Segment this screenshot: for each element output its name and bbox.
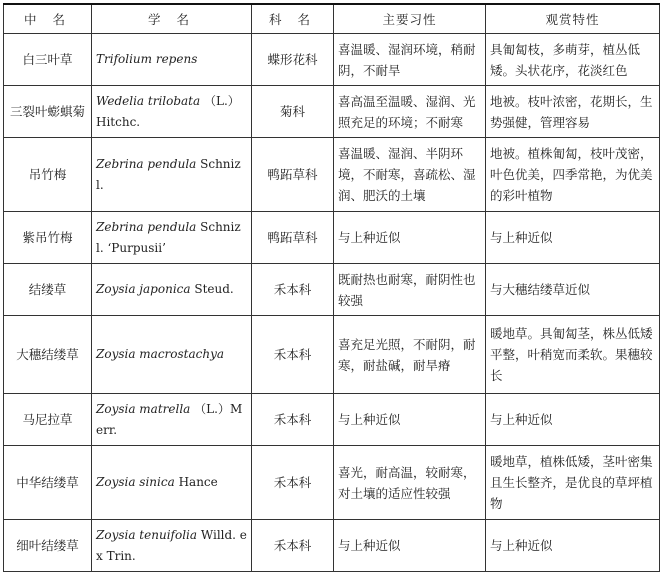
sci-name: Zoysia matrella (96, 401, 191, 416)
table-row (4, 138, 660, 212)
family-cell: 鸭跖草科 (252, 138, 334, 212)
sci-name: Zoysia macrostachya (96, 347, 225, 361)
header-habit: 主要习性 (334, 4, 486, 34)
habit-cell: 喜温暖、湿润环境，稍耐阴，不耐旱 (334, 34, 486, 86)
cn-name-cell: 三裂叶蟛蜞菊 (4, 86, 92, 138)
sci-name-cell (92, 446, 252, 520)
sci-name-cell (92, 520, 252, 572)
habit-cell: 喜充足光照，不耐阴，耐寒，耐盐碱，耐旱瘠 (334, 316, 486, 394)
ornamental-cell: 暖地草。具匍匐茎，株丛低矮平整，叶稍宽而柔软。果穗较长 (486, 316, 660, 394)
habit-cell: 喜光，耐高温，较耐寒，对土壤的适应性较强 (334, 446, 486, 520)
ornamental-cell: 与上种近似 (486, 212, 660, 264)
cn-name-cell: 中华结缕草 (4, 446, 92, 520)
sci-author: Schnizl. (96, 156, 241, 192)
habit-cell: 与上种近似 (334, 212, 486, 264)
ornamental-cell: 暖地草，植株低矮，茎叶密集且生长整齐，是优良的草坪植物 (486, 446, 660, 520)
table-row (4, 520, 660, 572)
sci-name-cell (92, 86, 252, 138)
sci-name-cell (92, 394, 252, 446)
sci-name: Wedelia trilobata (96, 93, 201, 108)
sci-name-cell (92, 264, 252, 316)
header-family: 科 名 (252, 4, 334, 34)
habit-cell: 喜温暖、湿润、半阴环境，不耐寒，喜疏松、湿润、肥沃的土壤 (334, 138, 486, 212)
cn-name-cell: 紫吊竹梅 (4, 212, 92, 264)
sci-name-cell (92, 138, 252, 212)
habit-cell: 与上种近似 (334, 394, 486, 446)
table-body (4, 34, 660, 572)
family-cell: 禾本科 (252, 446, 334, 520)
sci-name-cell (92, 212, 252, 264)
habit-cell: 喜高温至温暖、湿润、光照充足的环境；不耐寒 (334, 86, 486, 138)
table-row (4, 446, 660, 520)
family-cell: 菊科 (252, 86, 334, 138)
sci-name: Zebrina pendula (96, 219, 197, 234)
sci-name: Zoysia tenuifolia (96, 527, 198, 542)
table-header-row (4, 4, 660, 34)
plant-table (3, 3, 660, 572)
header-cn-name: 中 名 (4, 4, 92, 34)
header-ornamental: 观赏特性 (486, 4, 660, 34)
ornamental-cell: 与上种近似 (486, 394, 660, 446)
header-sci-name: 学 名 (92, 4, 252, 34)
ornamental-cell: 地被。枝叶浓密，花期长，生势强健，管理容易 (486, 86, 660, 138)
family-cell: 禾本科 (252, 316, 334, 394)
habit-cell: 既耐热也耐寒，耐阴性也较强 (334, 264, 486, 316)
cn-name-cell: 白三叶草 (4, 34, 92, 86)
table-row (4, 86, 660, 138)
family-cell: 蝶形花科 (252, 34, 334, 86)
cn-name-cell: 大穗结缕草 (4, 316, 92, 394)
sci-name: Trifolium repens (96, 52, 198, 66)
family-cell: 禾本科 (252, 264, 334, 316)
table-row (4, 316, 660, 394)
ornamental-cell: 与大穗结缕草近似 (486, 264, 660, 316)
sci-author: Steud. (194, 282, 234, 296)
cn-name-cell: 马尼拉草 (4, 394, 92, 446)
sci-author: Willd. ex Trin. (96, 527, 247, 563)
table-row (4, 34, 660, 86)
sci-name: Zoysia sinica (96, 475, 175, 489)
ornamental-cell: 与上种近似 (486, 520, 660, 572)
sci-name: Zebrina pendula (96, 156, 197, 171)
sci-name-cell (92, 34, 252, 86)
cn-name-cell: 细叶结缕草 (4, 520, 92, 572)
sci-author: Hance (178, 475, 218, 489)
habit-cell: 与上种近似 (334, 520, 486, 572)
family-cell: 鸭跖草科 (252, 212, 334, 264)
sci-author: Schnizl. ‘Purpusii’ (96, 219, 241, 255)
sci-author: （L.）Hitchc. (96, 93, 240, 129)
family-cell: 禾本科 (252, 394, 334, 446)
sci-name-cell (92, 316, 252, 394)
table-row (4, 394, 660, 446)
table-row (4, 212, 660, 264)
cn-name-cell: 吊竹梅 (4, 138, 92, 212)
table-row (4, 264, 660, 316)
ornamental-cell: 具匍匐枝，多萌芽，植丛低矮。头状花序，花淡红色 (486, 34, 660, 86)
ornamental-cell: 地被。植株匍匐，枝叶茂密，叶色优美，四季常艳，为优美的彩叶植物 (486, 138, 660, 212)
cn-name-cell: 结缕草 (4, 264, 92, 316)
family-cell: 禾本科 (252, 520, 334, 572)
sci-name: Zoysia japonica (96, 282, 191, 296)
sci-author: （L.）Merr. (96, 401, 243, 437)
